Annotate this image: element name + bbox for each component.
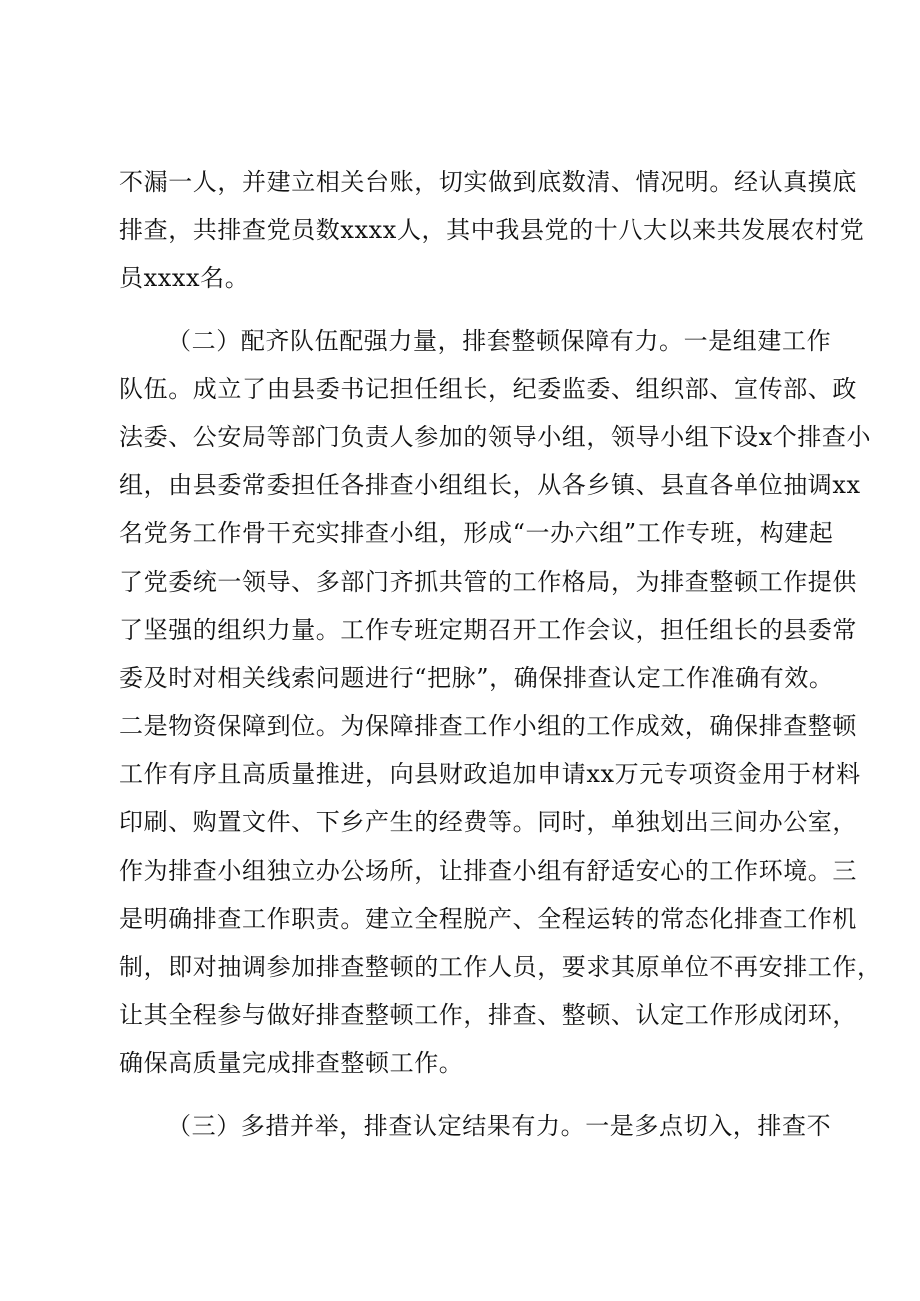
text-line: 法委、公安局等部门负责人参加的领导小组，领导小组下设x个排查小 [119, 422, 872, 451]
section-heading-line: （二）配齐队伍配强力量，排套整顿保障有力。一是组建工作 [167, 326, 832, 355]
text-line: 作为排查小组独立办公场所，让排查小组有舒适安心的工作环境。三 [119, 856, 857, 885]
text-line: 二是物资保障到位。为保障排查工作小组的工作成效，确保排查整顿 [119, 712, 857, 741]
document-body [119, 158, 882, 1150]
text-line: 队伍。成立了由县委书记担任组长，纪委监委、组织部、宣传部、政 [119, 374, 857, 403]
paragraph-gap [119, 1088, 824, 1102]
text-line: 让其全程参与做好排查整顿工作，排查、整顿、认定工作形成闭环， [119, 1001, 857, 1030]
text-line: 了坚强的组织力量。工作专班定期召开工作会议，担任组长的县委常 [119, 615, 857, 644]
text-line: 制，即对抽调参加排查整顿的工作人员，要求其原单位不再安排工作， [119, 953, 882, 981]
text-line: 组，由县委常委担任各排查小组组长，从各乡镇、县直各单位抽调xx [119, 471, 861, 500]
section-heading-line: （三）多措并举，排查认定结果有力。一是多点切入，排查不 [167, 1111, 832, 1140]
text-line: 员xxxx名。 [119, 264, 250, 293]
text-line: 确保高质量完成排查整顿工作。 [119, 1049, 464, 1078]
text-line: 印刷、购置文件、下乡产生的经费等。同时，单独划出三间办公室， [119, 808, 857, 837]
text-line: 了党委统一领导、多部门齐抓共管的工作格局，为排查整顿工作提供 [119, 567, 857, 596]
paragraph-gap [119, 303, 824, 317]
text-line: 是明确排查工作职责。建立全程脱产、全程运转的常态化排查工作机 [119, 904, 857, 933]
text-line: 名党务工作骨干充实排查小组，形成“一办六组”工作专班，构建起 [119, 519, 834, 548]
text-line: 委及时对相关线索问题进行“把脉”，确保排查认定工作准确有效。 [119, 663, 834, 692]
text-line: 不漏一人，并建立相关台账，切实做到底数清、情况明。经认真摸底 [119, 168, 857, 196]
text-line: 工作有序且高质量推进，向县财政追加申请xx万元专项资金用于材料 [119, 760, 861, 789]
text-line: 排查，共排查党员数xxxx人，其中我县党的十八大以来共发展农村党 [119, 216, 865, 245]
